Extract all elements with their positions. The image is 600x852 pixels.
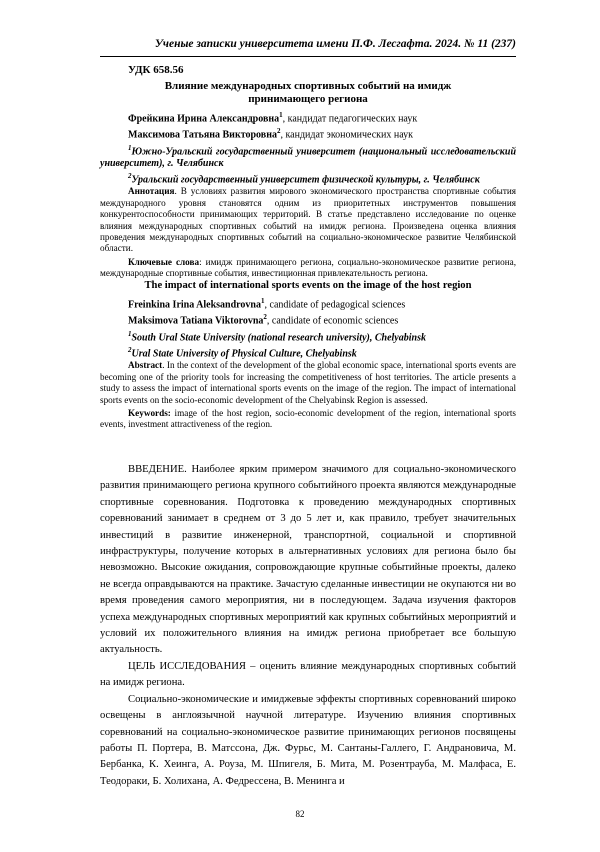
author-name: Freinkina Irina Aleksandrovna	[128, 299, 261, 311]
affiliation-text: Уральский государственный университет физической культуры, г. Челябинск	[131, 174, 480, 186]
author-sup: 1	[261, 297, 265, 305]
affiliation-text: South Ural State University (national research university), Chelyabinsk	[131, 331, 426, 343]
keywords-ru-text: : имидж принимающего региона, социально-экономическое развитие региона, международные спортивные события, инвестиционная привлекательность региона.	[100, 256, 516, 279]
author-degree: , candidate of pedagogical sciences	[264, 299, 406, 311]
abstract-ru	[100, 186, 516, 254]
abstract-en-label: Abstract	[128, 360, 163, 371]
affiliation-sup: 2	[128, 345, 132, 354]
author-name: Фрейкина Ирина Александровна	[128, 113, 280, 125]
affiliation-sup: 2	[128, 171, 132, 180]
affiliation-text: Ural State University of Physical Culture, Chelyabinsk	[131, 348, 357, 360]
author-en-1	[100, 295, 516, 311]
title-ru: Влияние международных спортивных событий на имидж принимающего региона	[164, 80, 452, 105]
author-degree: , кандидат педагогических наук	[282, 113, 418, 125]
author-sup: 1	[279, 111, 283, 119]
abstract-ru-label: Аннотация	[128, 186, 175, 197]
abstract-en	[100, 360, 516, 406]
journal-header: Ученые записки университета имени П.Ф. Лесгафта. 2024. № 11 (237)	[154, 38, 516, 50]
affiliation-sup: 1	[128, 329, 132, 338]
keywords-en	[100, 408, 516, 431]
author-ru-1	[100, 109, 516, 125]
header-rule	[100, 56, 516, 57]
page-number: 82	[295, 809, 305, 819]
udc: УДК 658.56	[128, 64, 184, 76]
title-en: The impact of international sports events on the image of the host region	[144, 280, 472, 291]
abstract-en-text: . In the context of the development of the global economic space, international sports events are becoming one of the priority tools for increasing the competitiveness of host territories. The article presents a study to assess the impact of international sports events on the image of the region. The impact of international sports events on the socio-economic development of the Chelyabinsk Region is assessed.	[100, 360, 516, 405]
abstract-ru-text: . В условиях развития мирового экономического пространства спортивные события международного уровня становятся одним из приоритетных инструментов повышения конкурентоспособности принимающих территорий. В статье представлено исследование по оценке влияния международных спортивных событий на имидж региона. Произведена оценка влияния проведения международных спортивных событий на социально-экономическое развитие Челябинской области.	[100, 186, 516, 254]
affiliation-sup: 1	[128, 143, 132, 152]
keywords-ru-label: Ключевые слова	[128, 256, 200, 267]
author-sup: 2	[276, 127, 281, 136]
affiliation-en-2	[100, 344, 516, 360]
keywords-en-label: Keywords:	[128, 407, 171, 418]
front-matter-ru	[100, 64, 516, 280]
affiliation-ru-1	[100, 142, 516, 170]
keywords-en-text: image of the host region, socio-economic development of the region, international sports events, investment attractiveness of the region.	[100, 407, 516, 430]
front-matter-en	[100, 280, 516, 431]
author-en-2	[100, 311, 516, 327]
author-sup: 2	[263, 313, 267, 322]
literature-paragraph: Социально-экономические и имиджевые эффекты спортивных соревнований широко освещены в англоязычной научной литературе. Изучению влияния спортивных соревнований на социально-экономическое развитие принимающих регионов посвящены работы П. Портера, В. Матссона, Дж. Фурьс, М. Сантаны-Галлего, Г. Андрановича, М. Бербанка, К. Хеинга, А. Роуза, М. Шпигеля, Б. Мита, М. Розентрауба, М. Малфаса, Е. Теодораки, Б. Холихана, А. Федрессена, В. Менинга и	[100, 693, 516, 787]
author-name: Maksimova Tatiana Viktorovna	[128, 315, 264, 327]
keywords-ru	[100, 257, 516, 280]
affiliation-text: Южно-Уральский государственный университет (национальный исследовательский университет), г. Челябинск	[100, 145, 516, 169]
intro-paragraph: ВВЕДЕНИЕ. Наиболее ярким примером значимого для социально-экономического развития принимающего региона крупного событийного проекта являются международные спортивные соревнования. Подготовка к проведению международных спортивных соревнований занимает в среднем от 3 до 5 лет и, как правило, требует значительных инвестиций в развитие инженерной, транспортной, социальной и спортивной инфраструктуры, получение которых в альтернативных условиях для региона было бы невозможно. Высокие ожидания, сопровождающие крупные событийные проекты, далеко не всегда оправдываются на практике. Зачастую сделанные инвестиции не окупаются ни во время проведения самого мероприятия, ни в последующем. Задача изучения факторов успеха международных спортивных мероприятий как крупных событийных мероприятий и условий их положительного влияния на имидж региона приобретает все большую актуальность.	[100, 464, 516, 656]
author-ru-2	[100, 125, 516, 141]
main-body	[100, 462, 516, 790]
goal-paragraph: ЦЕЛЬ ИССЛЕДОВАНИЯ – оценить влияние международных спортивных событий на имидж региона.	[100, 660, 516, 689]
author-name: Максимова Татьяна Викторовна	[128, 129, 277, 141]
author-degree: , candidate of economic sciences	[266, 315, 399, 327]
author-degree: , кандидат экономических наук	[280, 129, 414, 141]
affiliation-ru-2	[100, 170, 516, 186]
affiliation-en-1	[100, 328, 516, 344]
